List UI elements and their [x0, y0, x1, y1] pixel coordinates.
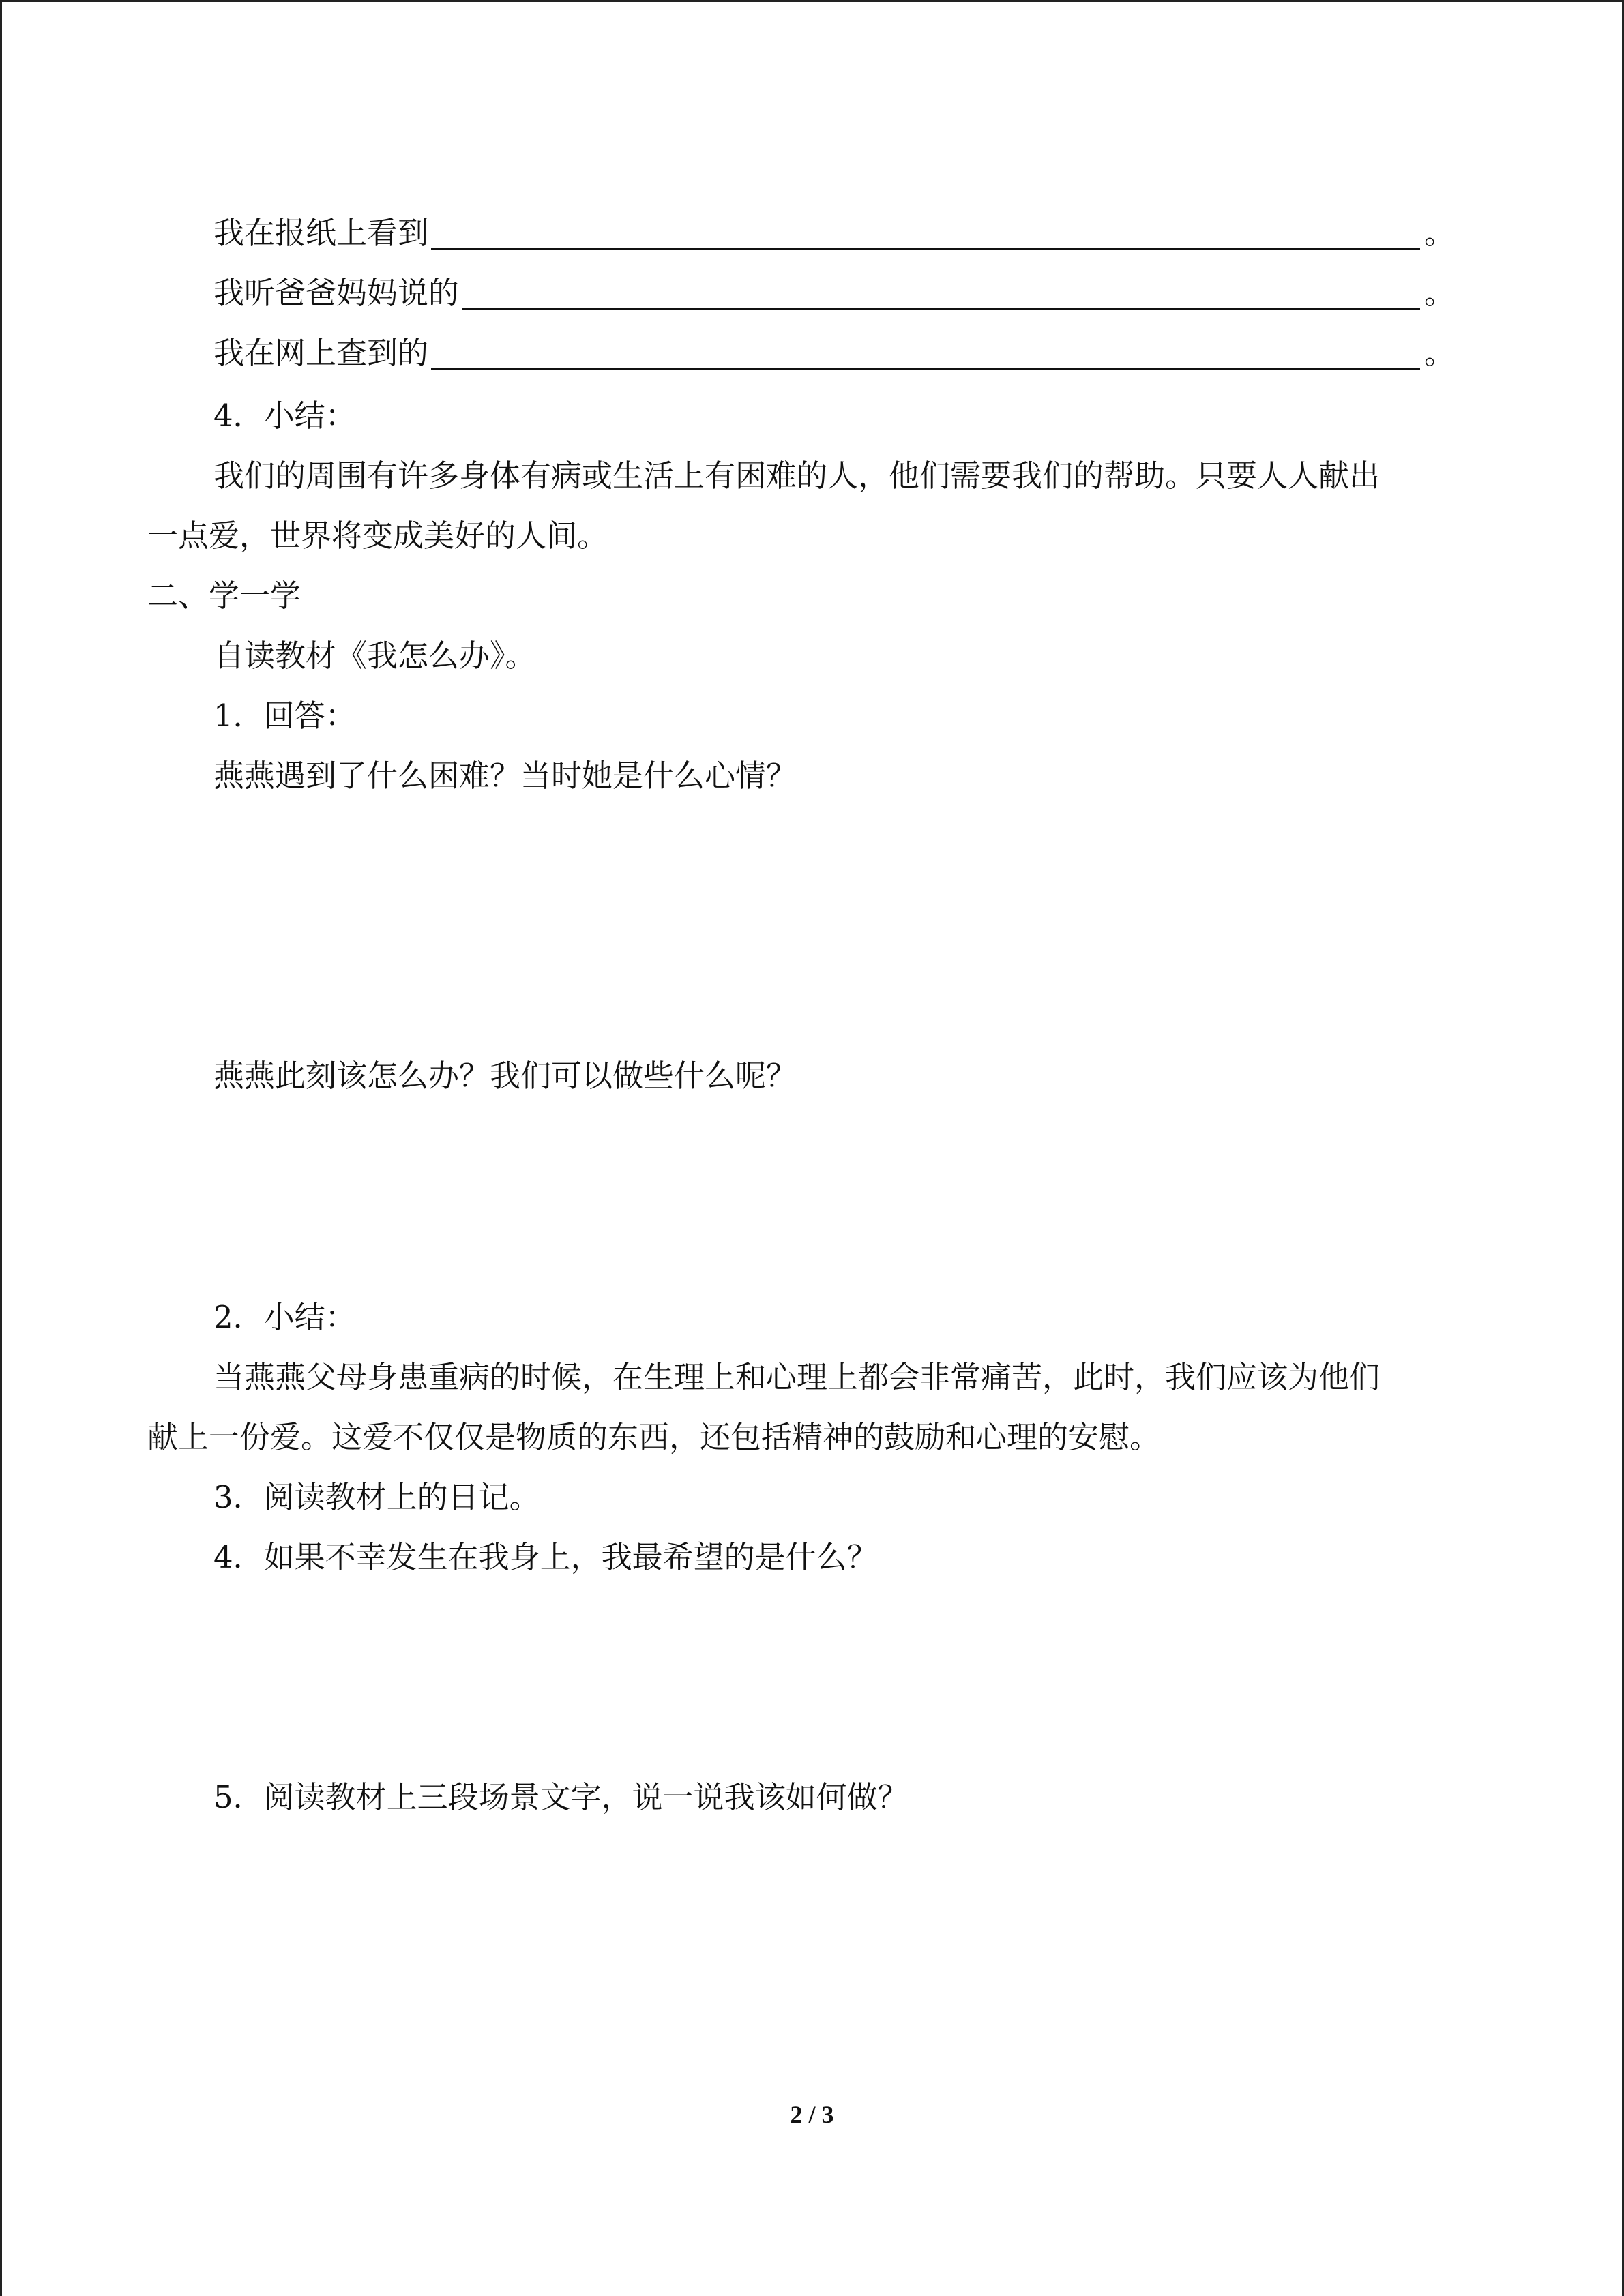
fill-line-parents [213, 273, 1455, 314]
fill-line-prefix: 我在报纸上看到 [213, 215, 429, 251]
summary2-line1: 当燕燕父母身患重病的时候，在生理上和心理上都会非常痛苦，此时，我们应该为他们 [213, 1359, 1381, 1395]
fill-line-prefix: 我在网上查到的 [213, 335, 429, 371]
fill-line-internet [213, 333, 1455, 374]
fill-line-newspaper [213, 213, 1455, 254]
answer-blank[interactable] [431, 338, 1420, 370]
summary1-line2: 一点爱，世界将变成美好的人间。 [147, 518, 608, 554]
summary1-heading: 4．小结： [213, 398, 356, 434]
answer-heading: 1．回答： [213, 698, 356, 734]
fill-line-prefix: 我听爸爸妈妈说的 [213, 275, 460, 311]
page-number: 2 / 3 [790, 2101, 834, 2128]
item-3: 3．阅读教材上的日记。 [213, 1479, 540, 1515]
summary2-line2: 献上一份爱。这爱不仅仅是物质的东西，还包括精神的鼓励和心理的安慰。 [147, 1419, 1161, 1455]
section2-heading: 二、学一学 [147, 578, 301, 614]
fill-line-suffix: 。 [1423, 335, 1455, 371]
answer-blank[interactable] [431, 218, 1420, 250]
summary1-line1: 我们的周围有许多身体有病或生活上有困难的人，他们需要我们的帮助。只要人人献出 [213, 458, 1381, 494]
answer-blank[interactable] [462, 278, 1420, 310]
summary2-heading: 2．小结： [213, 1299, 356, 1335]
question-2: 燕燕此刻该怎么办？我们可以做些什么呢？ [213, 1058, 797, 1094]
question-1: 燕燕遇到了什么困难？当时她是什么心情？ [213, 758, 797, 794]
fill-line-suffix: 。 [1423, 215, 1455, 251]
fill-line-suffix: 。 [1423, 275, 1455, 311]
section2-intro: 自读教材《我怎么办》。 [213, 638, 536, 674]
item-4: 4．如果不幸发生在我身上，我最希望的是什么？ [213, 1539, 878, 1575]
item-5: 5．阅读教材上三段场景文字，说一说我该如何做？ [213, 1779, 909, 1815]
